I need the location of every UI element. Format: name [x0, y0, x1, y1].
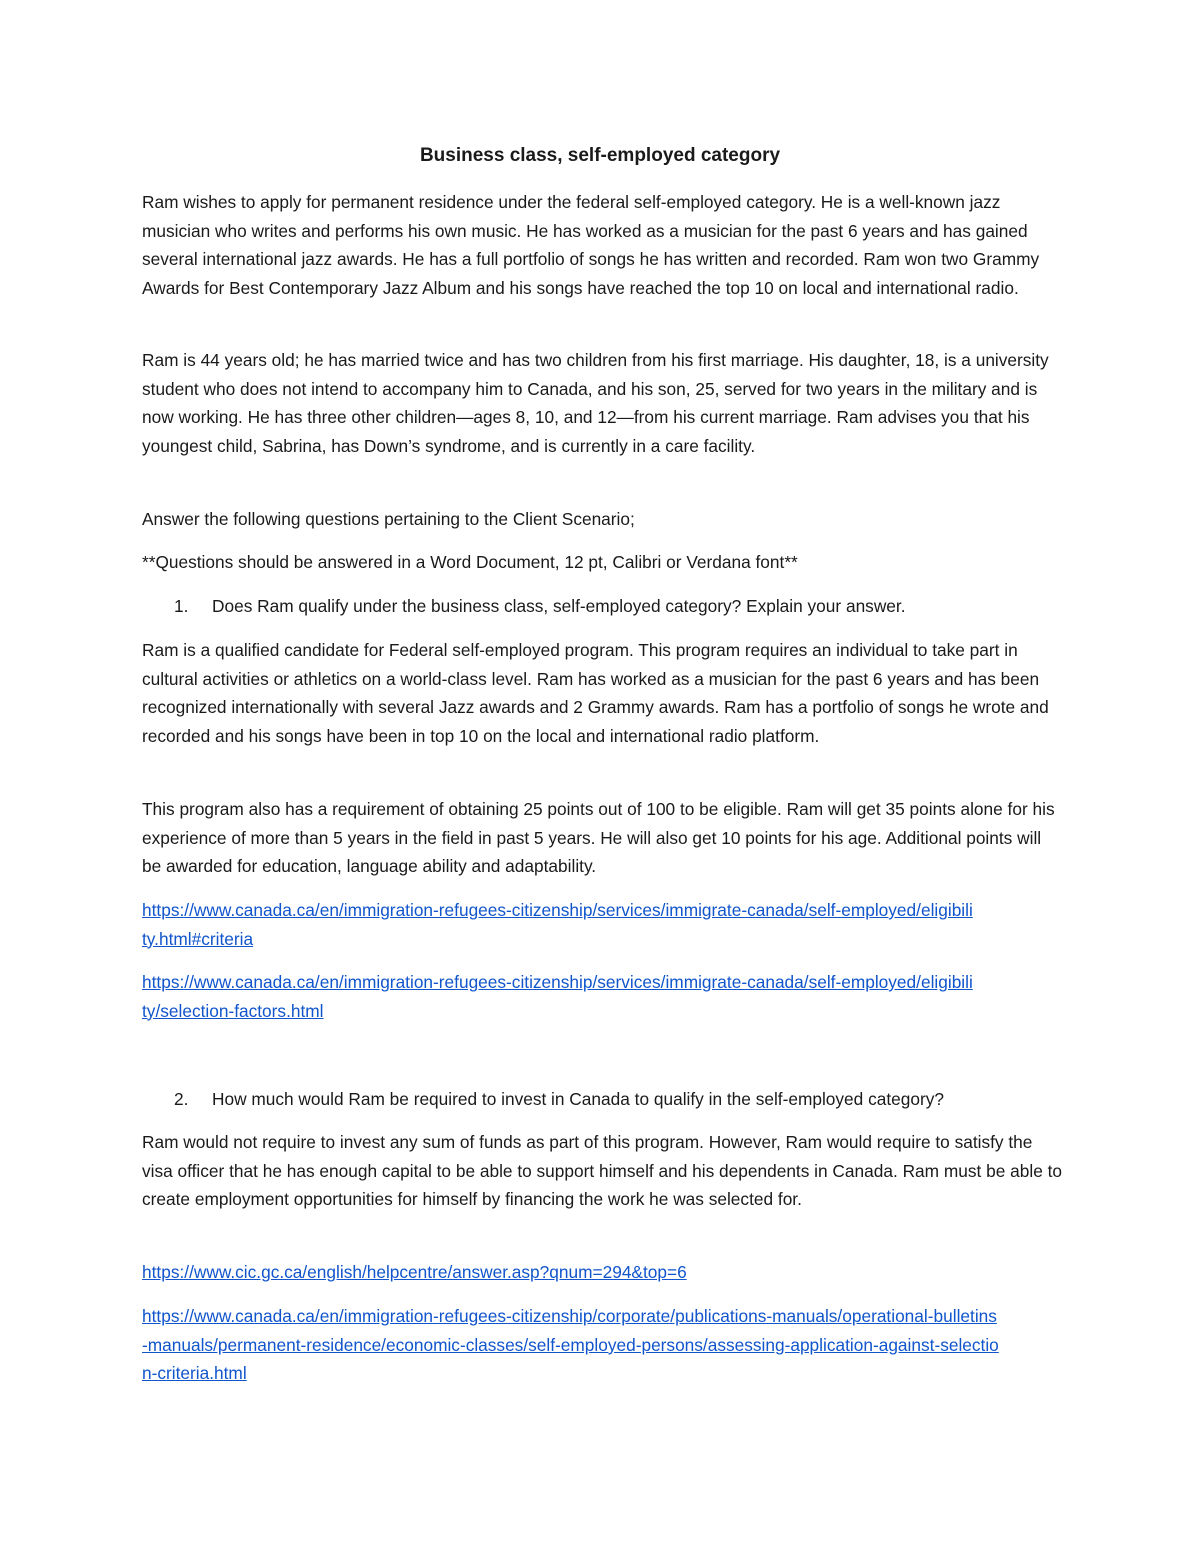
instruction-text: Answer the following questions pertaining to the Client Scenario;	[142, 509, 635, 529]
question-2-number: 2.	[174, 1089, 189, 1109]
answer-1-paragraph-1: Ram is a qualified candidate for Federal self-employed program. This program requires an individual to take part in cultural activities or athletics on a world-class level. Ram has worked as a musician for the past 6 years and has been recognized internationally with several Jazz awards and 2 Grammy awards. Ram has a portfolio of songs he wrote and recorded and his songs have been in top 10 on the local and international radio platform.	[142, 640, 1049, 746]
question-1-number: 1.	[174, 596, 189, 616]
scenario-paragraph-1: Ram wishes to apply for permanent residence under the federal self-employed category. He is a well-known jazz musician who writes and performs his own music. He has worked as a musician for the past 6 years and has gained several international jazz awards. He has a full portfolio of songs he has written and recorded. Ram won two Grammy Awards for Best Contemporary Jazz Album and his songs have reached the top 10 on local and international radio.	[142, 192, 1040, 298]
question-1-text: Does Ram qualify under the business class, self-employed category? Explain your answer.	[212, 596, 906, 616]
document-title: Business class, self-employed category	[419, 145, 781, 166]
format-note: **Questions should be answered in a Word Document, 12 pt, Calibri or Verdana font**	[142, 552, 798, 572]
answer-2-paragraph-1: Ram would not require to invest any sum of funds as part of this program. However, Ram would require to satisfy the visa officer that he has enough capital to be able to support himself and his dependents in Canada. Ram must be able to create employment opportunities for himself by financing the work he was selected for.	[142, 1132, 1063, 1210]
answer-1-link-1[interactable]: https://www.canada.ca/en/immigration-refugees-citizenship/services/immigrate-canada/self-employed/eligibility.html#criteria	[142, 900, 973, 949]
question-2	[174, 1085, 1074, 1114]
answer-1-link-2[interactable]: https://www.canada.ca/en/immigration-refugees-citizenship/services/immigrate-canada/self-employed/eligibility/selection-factors.html	[142, 972, 973, 1021]
answer-2-link-1[interactable]: https://www.cic.gc.ca/english/helpcentre/answer.asp?qnum=294&top=6	[142, 1262, 687, 1282]
question-2-text: How much would Ram be required to invest in Canada to qualify in the self-employed category?	[212, 1089, 944, 1109]
question-1	[174, 592, 1074, 621]
answer-2-link-2[interactable]: https://www.canada.ca/en/immigration-refugees-citizenship/corporate/publications-manuals/operational-bulletins-manuals/permanent-residence/economic-classes/self-employed-persons/assessing-application-against-selection-criteria.html	[142, 1306, 999, 1384]
answer-1-paragraph-2: This program also has a requirement of obtaining 25 points out of 100 to be eligible. Ram will get 35 points alone for his experience of more than 5 years in the field in past 5 years. He will also get 10 points for his age. Additional points will be awarded for education, language ability and adaptability.	[142, 799, 1055, 877]
scenario-paragraph-2: Ram is 44 years old; he has married twice and has two children from his first marriage. His daughter, 18, is a university student who does not intend to accompany him to Canada, and his son, 25, served for two years in the military and is now working. He has three other children—ages 8, 10, and 12—from his current marriage. Ram advises you that his youngest child, Sabrina, has Down’s syndrome, and is currently in a care facility.	[142, 350, 1049, 456]
